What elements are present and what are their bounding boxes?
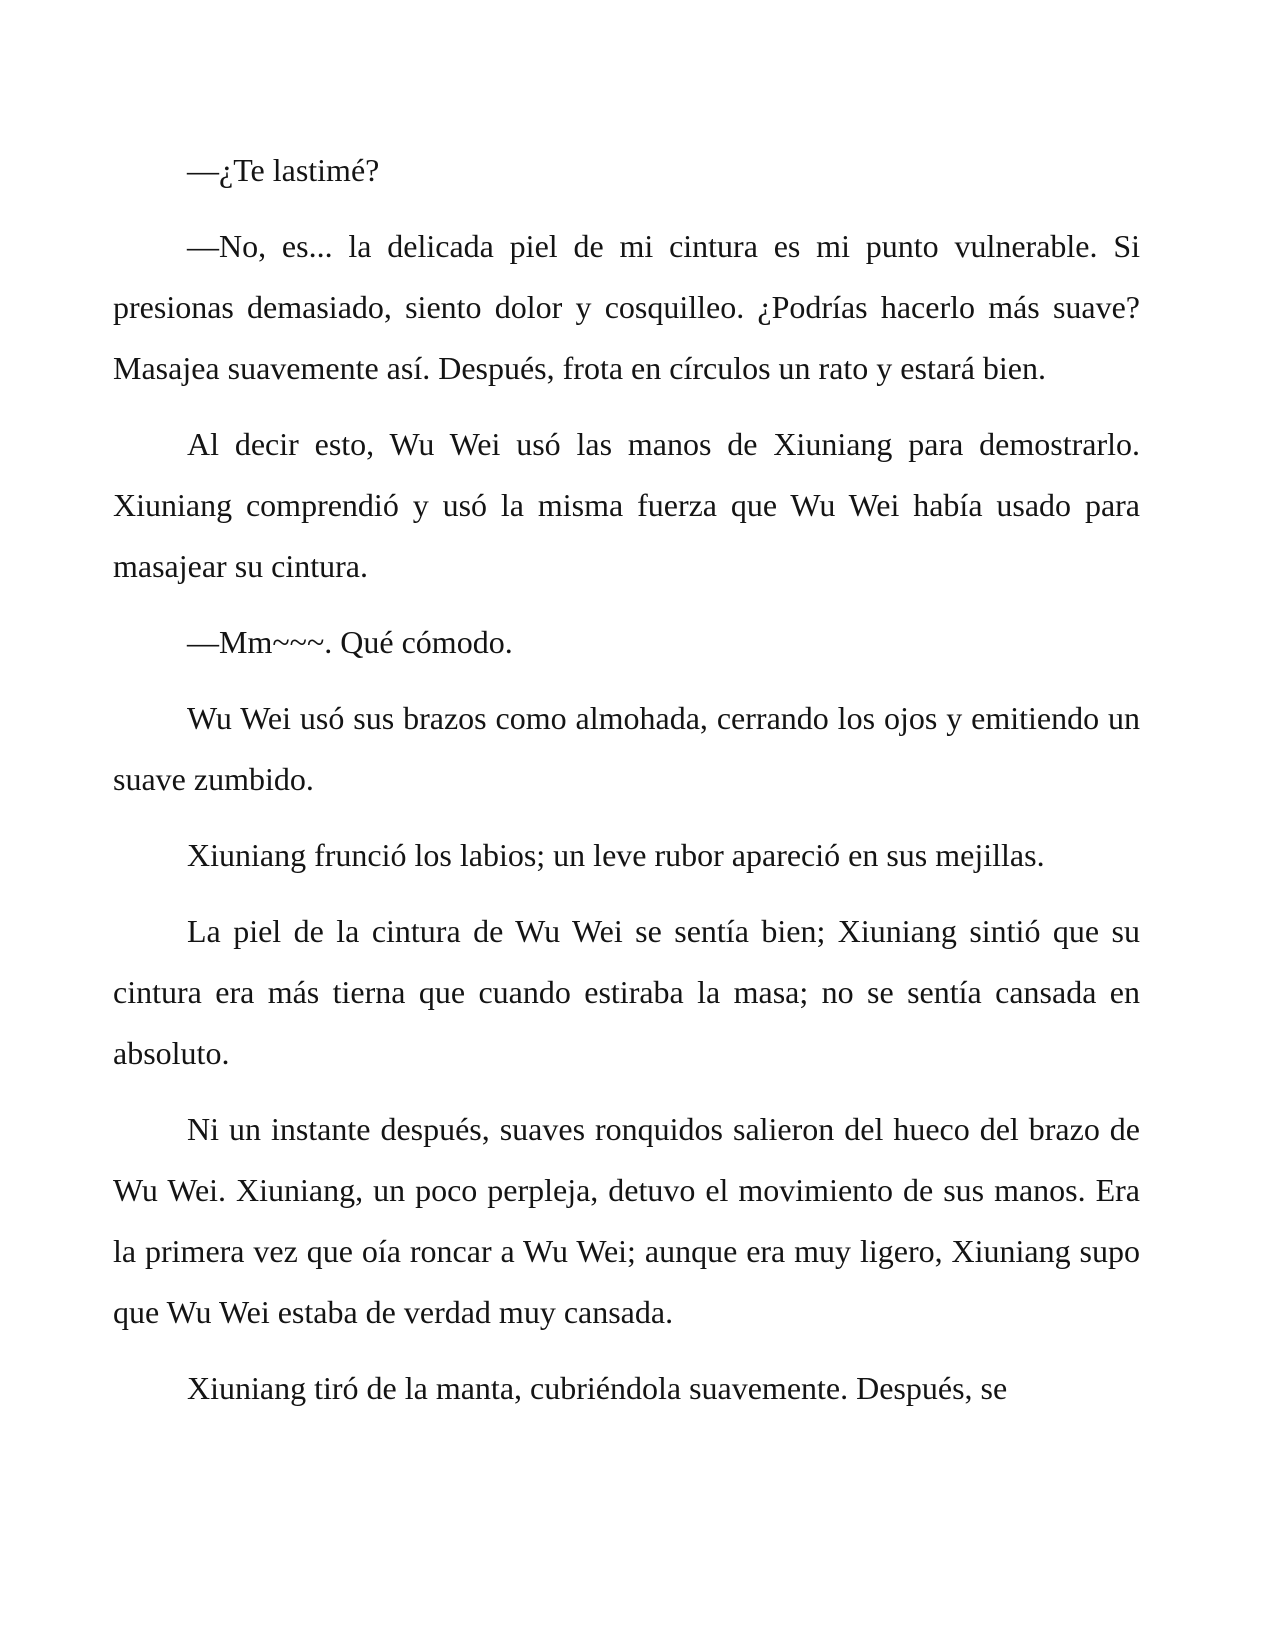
paragraph: Al decir esto, Wu Wei usó las manos de Xiuniang para demostrarlo. Xiuniang comprendió y usó la misma fuerza que Wu Wei había usado para masajear su cintura. xyxy=(113,426,1140,584)
document-page xyxy=(113,140,1140,1610)
paragraph: Wu Wei usó sus brazos como almohada, cerrando los ojos y emitiendo un suave zumbido. xyxy=(113,700,1140,797)
paragraph: —Mm~~~. Qué cómodo. xyxy=(187,624,513,660)
paragraph: La piel de la cintura de Wu Wei se sentía bien; Xiuniang sintió que su cintura era más tierna que cuando estiraba la masa; no se sentía cansada en absoluto. xyxy=(113,913,1140,1071)
paragraph: Xiuniang tiró de la manta, cubriéndola suavemente. Después, se xyxy=(187,1370,1008,1406)
paragraph: —¿Te lastimé? xyxy=(187,152,380,188)
paragraph: Xiuniang frunció los labios; un leve rubor apareció en sus mejillas. xyxy=(187,837,1045,873)
paragraph: Ni un instante después, suaves ronquidos salieron del hueco del brazo de Wu Wei. Xiuniang, un poco perpleja, detuvo el movimiento de sus manos. Era la primera vez que oía roncar a Wu Wei; aunque era muy ligero, Xiuniang supo que Wu Wei estaba de verdad muy cansada. xyxy=(113,1111,1140,1330)
paragraph: —No, es... la delicada piel de mi cintura es mi punto vulnerable. Si presionas demasiado, siento dolor y cosquilleo. ¿Podrías hacerlo más suave? Masajea suavemente así. Después, frota en círculos un rato y estará bien. xyxy=(113,228,1140,386)
